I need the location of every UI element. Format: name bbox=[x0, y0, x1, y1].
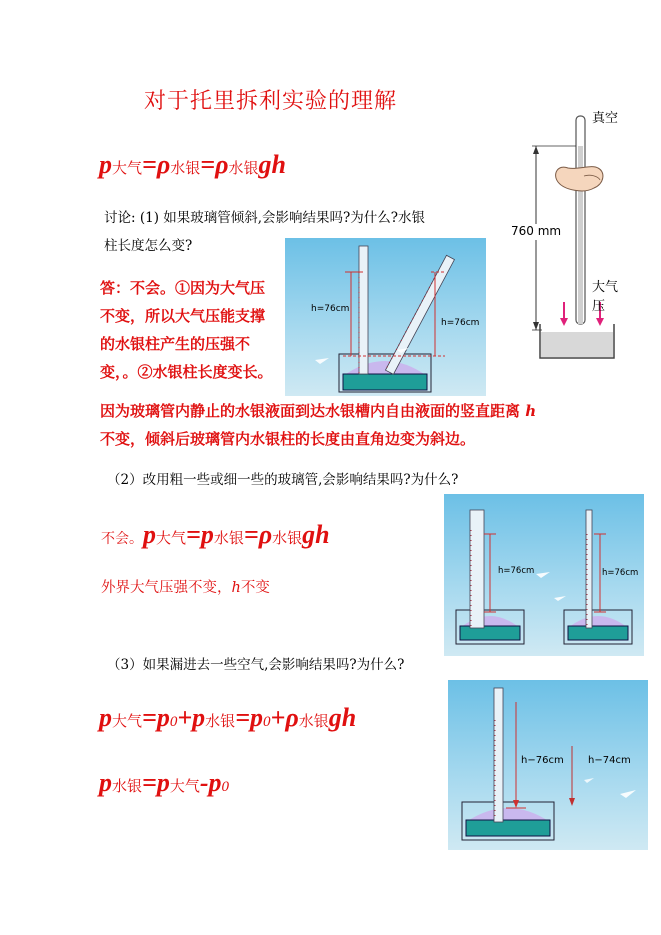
page-title: 对于托里拆利实验的理解 bbox=[144, 89, 398, 114]
question-2: （2）改用粗一些或细一些的玻璃管,会影响结果吗?为什么? bbox=[107, 472, 459, 488]
answer-3-formula-1: p大气=p0+p水银=p0+ρ水银gh bbox=[99, 703, 357, 732]
formula-1: p大气=ρ水银=ρ水银gh bbox=[99, 150, 286, 179]
question-3: （3）如果漏进去一些空气,会影响结果吗?为什么? bbox=[107, 657, 405, 673]
h-label-thin-tube: h=76cm bbox=[602, 568, 639, 578]
answer-3-formula-2: p水银=p大气-p0 bbox=[99, 768, 230, 797]
answer-1-bottom: 因为玻璃管内静止的水银液面到达水银槽内自由液面的竖直距离 h 不变，倾斜后玻璃管内水银柱的长度由直角边变为斜边。 bbox=[100, 402, 537, 448]
torricelli-apparatus-figure bbox=[508, 106, 626, 366]
atmospheric-pressure-label: 大气压 bbox=[592, 280, 619, 314]
thick-thin-tube-figure bbox=[444, 494, 644, 656]
question-1: 讨论: (1) 如果玻璃管倾斜,会影响结果吗?为什么?水银 柱长度怎么变? bbox=[104, 210, 426, 254]
height-760-label: 760 mm bbox=[511, 224, 562, 238]
h-label-tilted: h=76cm bbox=[441, 318, 480, 328]
answer-2-formula: 不会。p大气=p水银=ρ水银gh bbox=[101, 520, 330, 549]
answer-1-left: 答：不会。①因为大气压 不变，所以大气压能支撑 的水银柱产生的压强不 变，。②水银柱长度变长。 bbox=[100, 279, 273, 381]
h-label-thick-tube: h=76cm bbox=[498, 566, 535, 576]
h-label-after-leak: h−74cm bbox=[588, 755, 631, 766]
answer-2-reason: 外界大气压强不变，h不变 bbox=[101, 580, 270, 596]
vacuum-label: 真空 bbox=[592, 111, 619, 126]
tilted-tube-figure bbox=[285, 238, 486, 396]
h-label-before-leak: h−76cm bbox=[521, 755, 564, 766]
h-label-vertical: h=76cm bbox=[311, 304, 350, 314]
air-leak-figure bbox=[448, 680, 648, 850]
